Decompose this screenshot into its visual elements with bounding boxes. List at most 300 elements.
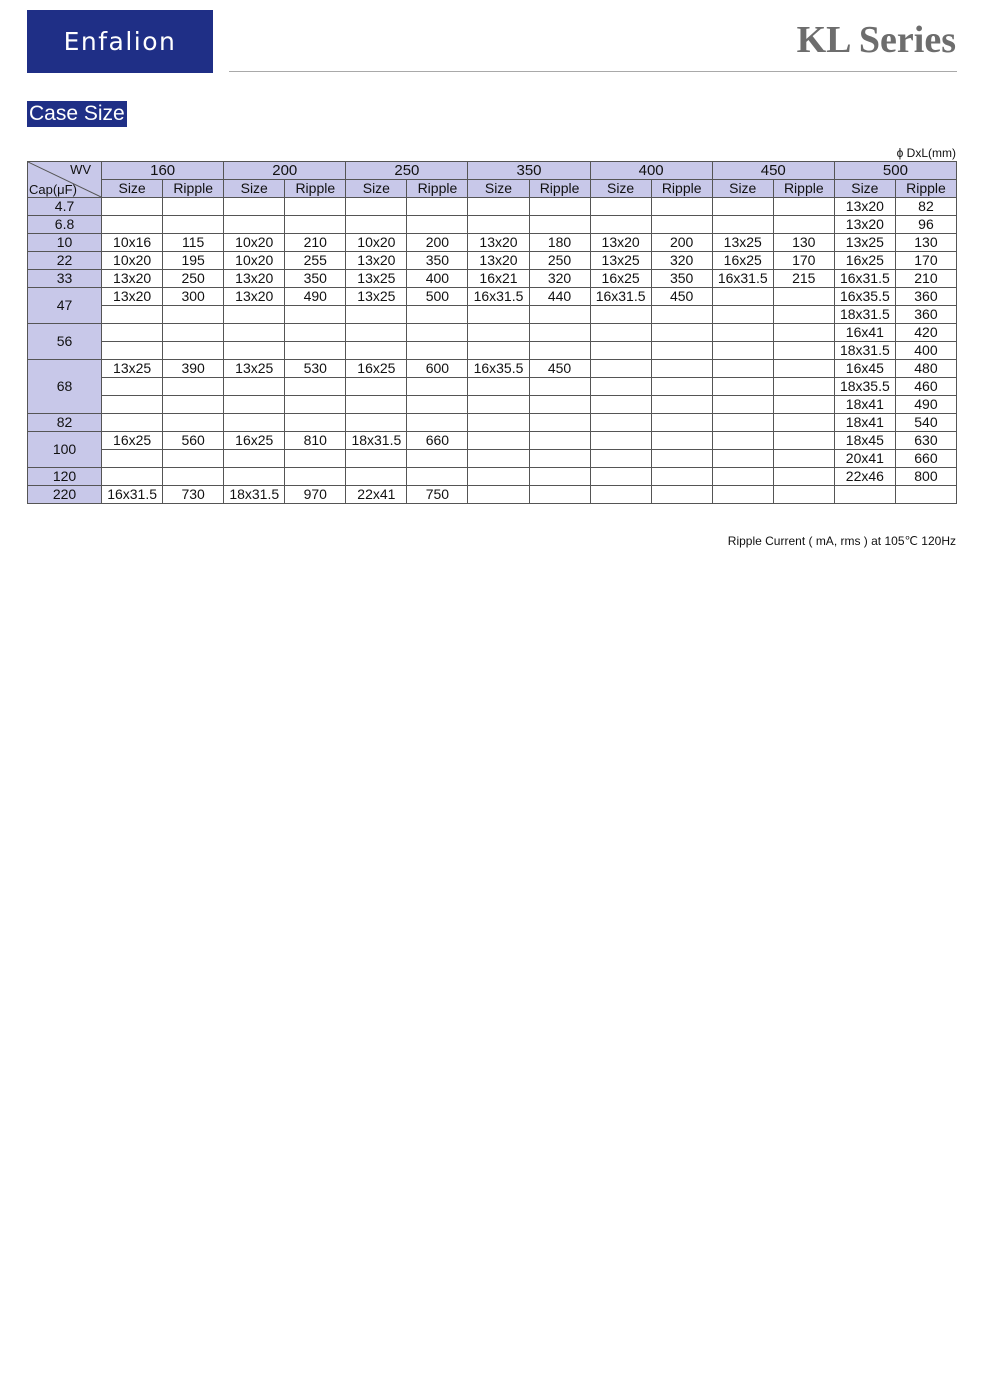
- table-row: [28, 396, 957, 414]
- ripple-subheader: Ripple: [773, 180, 834, 198]
- table-row: [28, 288, 957, 306]
- size-cell: [590, 306, 651, 324]
- table-row: [28, 414, 957, 432]
- ripple-subheader: Ripple: [895, 180, 956, 198]
- ripple-subheader: Ripple: [529, 180, 590, 198]
- size-cell: [468, 450, 529, 468]
- header-divider: [229, 71, 957, 72]
- size-cell: [224, 414, 285, 432]
- ripple-cell: 130: [895, 234, 956, 252]
- size-cell: 16x25: [712, 252, 773, 270]
- ripple-cell: 630: [895, 432, 956, 450]
- ripple-cell: [651, 432, 712, 450]
- size-cell: [346, 342, 407, 360]
- table-row: [28, 450, 957, 468]
- size-cell: [712, 378, 773, 396]
- capacitance-cell: 100: [28, 432, 102, 468]
- size-cell: 16x25: [834, 252, 895, 270]
- size-cell: [468, 378, 529, 396]
- ripple-subheader: Ripple: [163, 180, 224, 198]
- ripple-cell: 970: [285, 486, 346, 504]
- ripple-cell: [529, 468, 590, 486]
- size-cell: [102, 216, 163, 234]
- ripple-cell: 82: [895, 198, 956, 216]
- size-cell: [468, 216, 529, 234]
- ripple-cell: 750: [407, 486, 468, 504]
- size-cell: 16x35.5: [834, 288, 895, 306]
- capacitance-cell: 47: [28, 288, 102, 324]
- ripple-cell: [773, 378, 834, 396]
- size-cell: [590, 342, 651, 360]
- size-cell: [834, 486, 895, 504]
- series-title: KL Series: [796, 19, 956, 61]
- ripple-cell: 440: [529, 288, 590, 306]
- size-cell: 16x31.5: [468, 288, 529, 306]
- ripple-cell: 660: [895, 450, 956, 468]
- capacitance-cell: 120: [28, 468, 102, 486]
- ripple-cell: 320: [651, 252, 712, 270]
- section-title: Case Size: [29, 102, 125, 125]
- ripple-cell: 450: [651, 288, 712, 306]
- ripple-cell: [163, 306, 224, 324]
- size-cell: 18x31.5: [834, 342, 895, 360]
- size-cell: [468, 306, 529, 324]
- ripple-cell: 460: [895, 378, 956, 396]
- size-cell: 13x20: [102, 270, 163, 288]
- size-cell: [712, 324, 773, 342]
- size-subheader: Size: [346, 180, 407, 198]
- ripple-cell: [773, 288, 834, 306]
- ripple-cell: [529, 342, 590, 360]
- ripple-cell: [529, 216, 590, 234]
- ripple-cell: 300: [163, 288, 224, 306]
- ripple-cell: [407, 414, 468, 432]
- voltage-header: 160: [102, 162, 224, 180]
- ripple-cell: 350: [651, 270, 712, 288]
- ripple-cell: [163, 378, 224, 396]
- ripple-cell: [773, 342, 834, 360]
- ripple-cell: [285, 396, 346, 414]
- ripple-cell: [285, 198, 346, 216]
- size-subheader: Size: [834, 180, 895, 198]
- ripple-cell: 210: [895, 270, 956, 288]
- size-cell: 16x25: [102, 432, 163, 450]
- ripple-cell: [407, 450, 468, 468]
- ripple-cell: 255: [285, 252, 346, 270]
- size-cell: [468, 432, 529, 450]
- voltage-header: 250: [346, 162, 468, 180]
- ripple-cell: [529, 486, 590, 504]
- ripple-cell: 560: [163, 432, 224, 450]
- subheader-row: [28, 180, 957, 198]
- capacitance-cell: 33: [28, 270, 102, 288]
- size-cell: [712, 450, 773, 468]
- ripple-cell: [407, 306, 468, 324]
- ripple-cell: 810: [285, 432, 346, 450]
- wv-label: WV: [70, 162, 92, 177]
- size-cell: [346, 468, 407, 486]
- size-cell: [590, 378, 651, 396]
- size-cell: [102, 468, 163, 486]
- size-cell: [712, 342, 773, 360]
- size-cell: 13x25: [712, 234, 773, 252]
- size-cell: 16x45: [834, 360, 895, 378]
- ripple-cell: 350: [407, 252, 468, 270]
- ripple-cell: [163, 468, 224, 486]
- ripple-cell: 250: [529, 252, 590, 270]
- ripple-cell: [529, 306, 590, 324]
- size-cell: 13x25: [346, 288, 407, 306]
- ripple-cell: [651, 414, 712, 432]
- table-row: [28, 342, 957, 360]
- voltage-header: 450: [712, 162, 834, 180]
- ripple-cell: 180: [529, 234, 590, 252]
- table-row: [28, 324, 957, 342]
- ripple-footnote: Ripple Current ( mA, rms ) at 105℃ 120Hz: [727, 534, 956, 548]
- size-subheader: Size: [590, 180, 651, 198]
- size-cell: 16x35.5: [468, 360, 529, 378]
- ripple-cell: 170: [895, 252, 956, 270]
- size-cell: 13x25: [224, 360, 285, 378]
- size-cell: [346, 216, 407, 234]
- ripple-cell: [407, 468, 468, 486]
- size-cell: [346, 198, 407, 216]
- ripple-cell: [651, 360, 712, 378]
- size-cell: [468, 198, 529, 216]
- ripple-cell: 540: [895, 414, 956, 432]
- ripple-cell: [529, 324, 590, 342]
- size-cell: 22x41: [346, 486, 407, 504]
- ripple-cell: [529, 450, 590, 468]
- size-cell: 18x45: [834, 432, 895, 450]
- size-cell: [712, 306, 773, 324]
- size-cell: [590, 324, 651, 342]
- voltage-header: 350: [468, 162, 590, 180]
- capacitance-cell: 10: [28, 234, 102, 252]
- ripple-cell: 400: [407, 270, 468, 288]
- ripple-cell: [285, 414, 346, 432]
- capacitance-cell: 68: [28, 360, 102, 414]
- size-cell: [468, 486, 529, 504]
- ripple-cell: [651, 342, 712, 360]
- ripple-cell: [407, 378, 468, 396]
- size-cell: [224, 396, 285, 414]
- ripple-cell: [407, 324, 468, 342]
- ripple-cell: [773, 450, 834, 468]
- ripple-cell: [285, 468, 346, 486]
- size-cell: [468, 468, 529, 486]
- size-cell: 13x20: [468, 234, 529, 252]
- ripple-cell: [163, 324, 224, 342]
- size-cell: 18x41: [834, 414, 895, 432]
- ripple-cell: [651, 396, 712, 414]
- size-cell: 18x31.5: [834, 306, 895, 324]
- size-cell: 13x25: [102, 360, 163, 378]
- voltage-header: 400: [590, 162, 712, 180]
- capacitance-cell: 82: [28, 414, 102, 432]
- ripple-cell: 96: [895, 216, 956, 234]
- ripple-cell: 420: [895, 324, 956, 342]
- size-cell: [224, 450, 285, 468]
- table-row: [28, 486, 957, 504]
- size-cell: [712, 360, 773, 378]
- table-row: [28, 198, 957, 216]
- size-cell: 13x25: [834, 234, 895, 252]
- size-cell: [590, 414, 651, 432]
- table-row: [28, 468, 957, 486]
- ripple-cell: [163, 216, 224, 234]
- size-cell: [102, 306, 163, 324]
- table-row: [28, 270, 957, 288]
- ripple-cell: [651, 306, 712, 324]
- ripple-subheader: Ripple: [407, 180, 468, 198]
- size-cell: [590, 396, 651, 414]
- ripple-cell: [773, 306, 834, 324]
- voltage-header: 200: [224, 162, 346, 180]
- size-cell: [468, 342, 529, 360]
- size-cell: [346, 324, 407, 342]
- size-cell: [590, 432, 651, 450]
- size-cell: [712, 486, 773, 504]
- size-cell: 13x20: [834, 198, 895, 216]
- ripple-cell: [163, 450, 224, 468]
- size-cell: [712, 432, 773, 450]
- ripple-cell: 115: [163, 234, 224, 252]
- ripple-cell: [651, 450, 712, 468]
- ripple-cell: [285, 324, 346, 342]
- size-cell: [590, 360, 651, 378]
- ripple-cell: 400: [895, 342, 956, 360]
- ripple-cell: [651, 486, 712, 504]
- ripple-cell: [407, 396, 468, 414]
- ripple-cell: [773, 468, 834, 486]
- size-cell: [102, 414, 163, 432]
- size-cell: [346, 414, 407, 432]
- size-cell: 16x25: [346, 360, 407, 378]
- size-cell: [590, 216, 651, 234]
- ripple-cell: 250: [163, 270, 224, 288]
- ripple-cell: [773, 396, 834, 414]
- size-cell: [468, 324, 529, 342]
- ripple-cell: [407, 342, 468, 360]
- ripple-cell: 215: [773, 270, 834, 288]
- ripple-cell: 360: [895, 306, 956, 324]
- size-cell: [224, 378, 285, 396]
- ripple-cell: [407, 198, 468, 216]
- size-cell: [224, 342, 285, 360]
- unit-note: ϕ DxL(mm): [896, 146, 956, 160]
- ripple-cell: [651, 468, 712, 486]
- ripple-cell: [529, 414, 590, 432]
- ripple-cell: 730: [163, 486, 224, 504]
- size-cell: [102, 396, 163, 414]
- ripple-cell: [163, 414, 224, 432]
- size-cell: 16x31.5: [834, 270, 895, 288]
- ripple-cell: 170: [773, 252, 834, 270]
- ripple-cell: 200: [651, 234, 712, 252]
- size-cell: 10x20: [224, 234, 285, 252]
- size-cell: 13x20: [590, 234, 651, 252]
- size-cell: 18x31.5: [346, 432, 407, 450]
- size-cell: 16x25: [590, 270, 651, 288]
- size-cell: 13x20: [468, 252, 529, 270]
- ripple-cell: [651, 216, 712, 234]
- size-subheader: Size: [712, 180, 773, 198]
- size-cell: [224, 324, 285, 342]
- size-cell: 10x20: [346, 234, 407, 252]
- table-body: [28, 198, 957, 504]
- ripple-cell: 490: [895, 396, 956, 414]
- size-cell: [102, 198, 163, 216]
- size-cell: [346, 450, 407, 468]
- ripple-cell: 490: [285, 288, 346, 306]
- ripple-cell: [407, 216, 468, 234]
- ripple-cell: [529, 432, 590, 450]
- size-cell: 10x16: [102, 234, 163, 252]
- size-cell: [346, 396, 407, 414]
- capacitance-cell: 22: [28, 252, 102, 270]
- ripple-cell: 360: [895, 288, 956, 306]
- size-cell: [590, 468, 651, 486]
- capacitance-cell: 6.8: [28, 216, 102, 234]
- size-cell: [712, 198, 773, 216]
- corner-header-cell: [28, 162, 102, 198]
- table-row: [28, 306, 957, 324]
- ripple-cell: 530: [285, 360, 346, 378]
- ripple-cell: [163, 198, 224, 216]
- ripple-cell: [285, 450, 346, 468]
- size-cell: 13x25: [590, 252, 651, 270]
- capacitance-cell: 56: [28, 324, 102, 360]
- case-size-table: [27, 161, 957, 504]
- ripple-cell: 450: [529, 360, 590, 378]
- ripple-cell: [163, 396, 224, 414]
- size-cell: 20x41: [834, 450, 895, 468]
- table-row: [28, 432, 957, 450]
- size-cell: 13x20: [102, 288, 163, 306]
- size-cell: [712, 468, 773, 486]
- table-row: [28, 378, 957, 396]
- ripple-cell: [773, 486, 834, 504]
- ripple-subheader: Ripple: [285, 180, 346, 198]
- size-cell: 10x20: [224, 252, 285, 270]
- ripple-cell: [773, 216, 834, 234]
- ripple-cell: 660: [407, 432, 468, 450]
- ripple-cell: [773, 198, 834, 216]
- ripple-cell: [163, 342, 224, 360]
- size-cell: 16x31.5: [102, 486, 163, 504]
- size-cell: 13x20: [224, 288, 285, 306]
- ripple-cell: 480: [895, 360, 956, 378]
- voltage-header-row: [28, 162, 957, 180]
- size-subheader: Size: [102, 180, 163, 198]
- ripple-cell: [651, 378, 712, 396]
- size-cell: [346, 306, 407, 324]
- ripple-cell: [773, 324, 834, 342]
- ripple-cell: [285, 306, 346, 324]
- size-cell: [102, 342, 163, 360]
- ripple-cell: [895, 486, 956, 504]
- cap-label: Cap(μF): [29, 182, 77, 197]
- size-cell: 13x25: [346, 270, 407, 288]
- size-subheader: Size: [224, 180, 285, 198]
- brand-logo: [27, 10, 213, 73]
- size-cell: 22x46: [834, 468, 895, 486]
- size-cell: [468, 396, 529, 414]
- size-cell: 16x31.5: [590, 288, 651, 306]
- size-cell: 13x20: [834, 216, 895, 234]
- ripple-cell: 320: [529, 270, 590, 288]
- size-cell: 18x35.5: [834, 378, 895, 396]
- size-cell: 10x20: [102, 252, 163, 270]
- size-cell: 18x31.5: [224, 486, 285, 504]
- ripple-cell: [285, 378, 346, 396]
- size-cell: [590, 198, 651, 216]
- size-cell: [102, 324, 163, 342]
- logo-text: Enfalion: [63, 27, 177, 56]
- size-cell: [102, 450, 163, 468]
- size-cell: [712, 288, 773, 306]
- size-cell: [590, 450, 651, 468]
- ripple-cell: 800: [895, 468, 956, 486]
- size-cell: [102, 378, 163, 396]
- table-row: [28, 252, 957, 270]
- ripple-cell: [285, 216, 346, 234]
- size-cell: 16x25: [224, 432, 285, 450]
- size-cell: 13x20: [224, 270, 285, 288]
- table-row: [28, 216, 957, 234]
- ripple-cell: [773, 360, 834, 378]
- capacitance-cell: 220: [28, 486, 102, 504]
- size-cell: [346, 378, 407, 396]
- size-cell: [224, 468, 285, 486]
- ripple-cell: [773, 432, 834, 450]
- size-cell: [712, 414, 773, 432]
- size-cell: 16x41: [834, 324, 895, 342]
- size-cell: 18x41: [834, 396, 895, 414]
- table-row: [28, 234, 957, 252]
- size-cell: 16x31.5: [712, 270, 773, 288]
- size-cell: 13x20: [346, 252, 407, 270]
- ripple-cell: 200: [407, 234, 468, 252]
- size-cell: [224, 216, 285, 234]
- ripple-cell: [529, 396, 590, 414]
- voltage-header: 500: [834, 162, 956, 180]
- ripple-cell: [529, 378, 590, 396]
- ripple-cell: [285, 342, 346, 360]
- ripple-cell: [651, 198, 712, 216]
- ripple-subheader: Ripple: [651, 180, 712, 198]
- ripple-cell: [773, 414, 834, 432]
- ripple-cell: 500: [407, 288, 468, 306]
- size-cell: [224, 198, 285, 216]
- ripple-cell: 350: [285, 270, 346, 288]
- ripple-cell: 195: [163, 252, 224, 270]
- ripple-cell: 600: [407, 360, 468, 378]
- size-cell: [468, 414, 529, 432]
- table-row: [28, 360, 957, 378]
- ripple-cell: [529, 198, 590, 216]
- capacitance-cell: 4.7: [28, 198, 102, 216]
- size-cell: 16x21: [468, 270, 529, 288]
- size-cell: [224, 306, 285, 324]
- size-cell: [712, 216, 773, 234]
- size-cell: [590, 486, 651, 504]
- size-subheader: Size: [468, 180, 529, 198]
- ripple-cell: [651, 324, 712, 342]
- ripple-cell: 210: [285, 234, 346, 252]
- ripple-cell: 130: [773, 234, 834, 252]
